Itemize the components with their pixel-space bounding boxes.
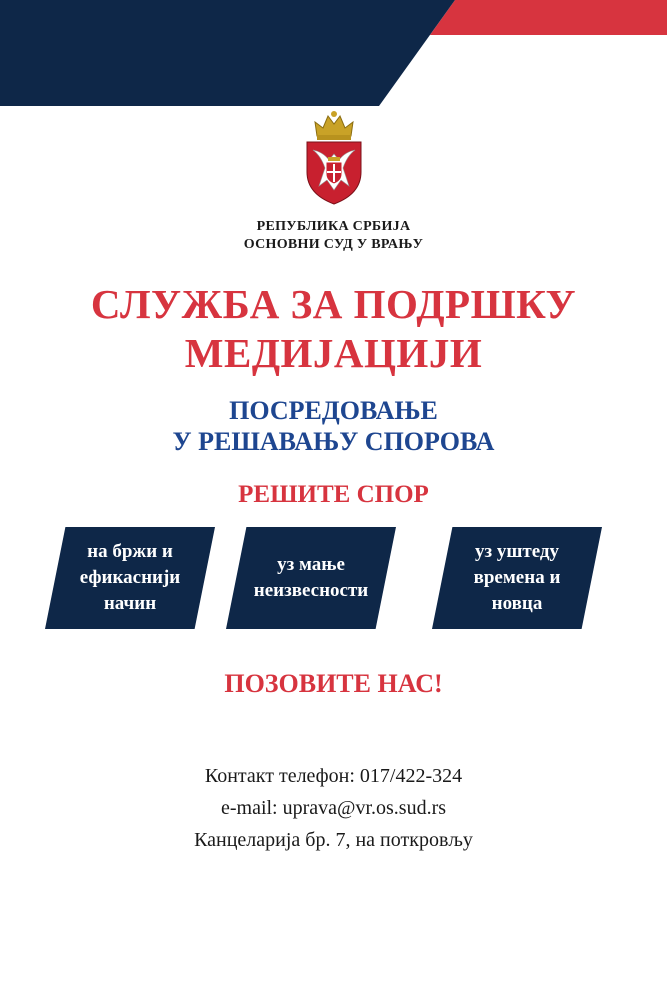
benefit-box-label	[226, 527, 396, 629]
call-to-action: ПОЗОВИТЕ НАС!	[224, 669, 443, 698]
subtitle	[0, 395, 667, 457]
benefit-box-certainty	[226, 527, 396, 629]
country-name: РЕПУБЛИКА СРБИЈА	[256, 219, 411, 234]
contact-email: e-mail: uprava@vr.os.sud.rs	[220, 797, 447, 819]
benefit-line: новца	[491, 593, 543, 614]
benefit-line: начин	[103, 593, 157, 614]
benefit-box-label	[45, 527, 215, 629]
benefit-box-label	[432, 527, 602, 629]
resolve-heading: РЕШИТЕ СПОР	[238, 481, 429, 508]
title-line-2: МЕДИЈАЦИЈИ	[184, 330, 483, 376]
benefit-line: времена и	[473, 567, 561, 588]
benefit-line: уз мање	[277, 554, 345, 575]
contact-phone: Контакт телефон: 017/422-324	[204, 765, 463, 787]
benefit-box-faster	[45, 527, 215, 629]
court-name: ОСНОВНИ СУД У ВРАЊУ	[243, 237, 424, 252]
red-stripe	[430, 0, 667, 35]
subtitle-line-1: ПОСРЕДОВАЊЕ	[229, 396, 438, 425]
top-banner-decoration	[0, 0, 667, 110]
institution-name	[0, 218, 667, 254]
benefit-line: уз уштеду	[474, 541, 560, 562]
contact-info	[0, 760, 667, 856]
benefit-line: на бржи и	[87, 541, 173, 562]
benefit-line: неизвесности	[253, 580, 369, 601]
page-title	[0, 280, 667, 378]
serbian-coat-of-arms-icon	[299, 110, 369, 206]
subtitle-line-2: У РЕШАВАЊУ СПОРОВА	[172, 427, 495, 456]
title-line-1: СЛУЖБА ЗА ПОДРШКУ	[90, 281, 577, 327]
benefit-line: ефикаснији	[79, 567, 181, 588]
navy-stripe	[0, 0, 455, 106]
contact-office: Канцеларија бр. 7, на поткровљу	[194, 829, 473, 851]
benefit-box-savings	[432, 527, 602, 629]
